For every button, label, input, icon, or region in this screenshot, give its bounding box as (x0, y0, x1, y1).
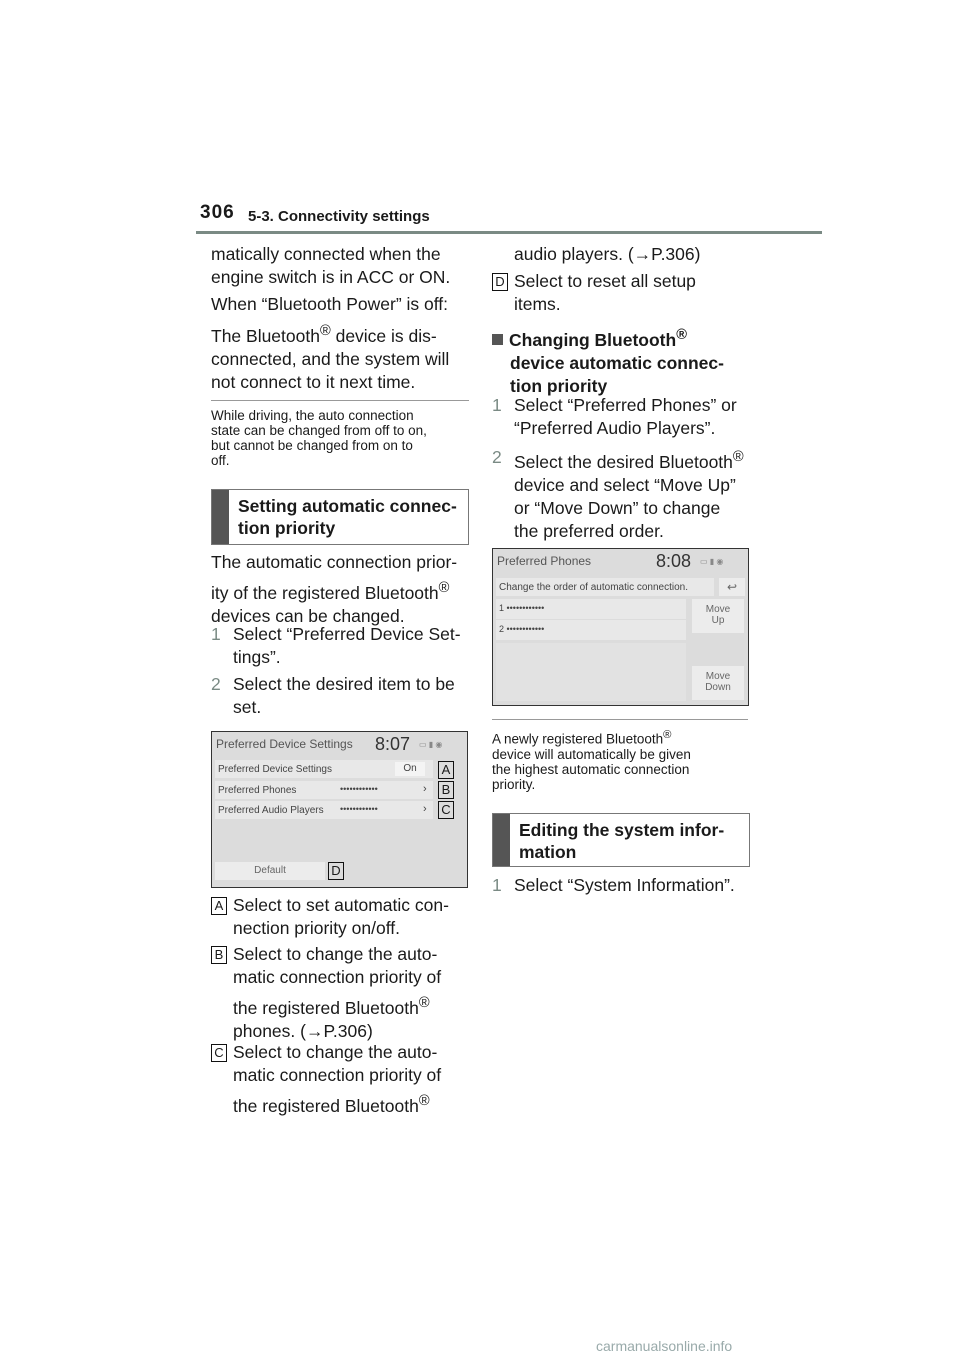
row-preferred-device-settings[interactable]: Preferred Device Settings On (215, 760, 433, 778)
item-a: A Select to set automatic con- nection priority on/off. (211, 894, 449, 940)
step-2-left: 2 Select the desired item to be set. (211, 674, 455, 717)
instruction-row: Change the order of automatic connection. (496, 578, 714, 596)
chapter-title: 5-3. Connectivity settings (248, 208, 430, 225)
item-c-continued: audio players. (→P.306) (514, 244, 701, 264)
chevron-right-icon: › (423, 803, 427, 815)
item-b: B Select to change the auto- matic connection priority of the registered Bluetooth® phones. (→P.306) (211, 943, 441, 1043)
callout-d: D (328, 862, 344, 880)
square-bullet-icon (492, 334, 503, 345)
item-d: D Select to reset all setup items. (492, 270, 696, 316)
row-preferred-phones[interactable]: Preferred Phones •••••••••••• › (215, 781, 433, 799)
item-c: C Select to change the auto- matic connection priority of the registered Bluetooth® (211, 1041, 441, 1118)
status-icons: ▭ ▮ ◉ (419, 740, 443, 749)
note-rule (492, 719, 748, 720)
paragraph-power-off: When “Bluetooth Power” is off: The Bluetooth® device is dis- connected, and the system will not connect to it next time. (211, 294, 450, 392)
heading-bar (493, 814, 510, 866)
list-item[interactable]: 2 •••••••••••• (496, 620, 686, 640)
move-down-button[interactable]: Move Down (692, 666, 744, 700)
move-up-button[interactable]: Move Up (692, 599, 744, 633)
screenshot-preferred-device-settings: Preferred Device Settings 8:07 ▭ ▮ ◉ Preferred Device Settings On A Preferred Phones •••••••••••• › B Preferred Audio Players •••••••••••• › C Default D (211, 731, 468, 888)
back-icon[interactable]: ↩ (719, 578, 745, 596)
row-preferred-audio-players[interactable]: Preferred Audio Players •••••••••••• › (215, 801, 433, 819)
subheading-bluetooth-priority: Changing Bluetooth® device automatic connec- tion priority (492, 324, 724, 398)
list-item[interactable]: 1 •••••••••••• (496, 599, 686, 619)
step-1-left: 1 Select “Preferred Device Set- tings”. (211, 624, 461, 667)
status-icons: ▭ ▮ ◉ (700, 557, 724, 566)
chevron-right-icon: › (423, 783, 427, 795)
toggle-on[interactable]: On (395, 762, 425, 776)
note-driving: While driving, the auto connection state can be changed from off to on, but cannot be changed from on to off. (211, 408, 427, 468)
note-rule (211, 400, 469, 401)
page-number: 306 (200, 202, 235, 223)
section-heading-system-info: Editing the system infor- mation (492, 813, 750, 867)
step-2-right: 2 Select the desired Bluetooth® device and select “Move Up” or “Move Down” to change the preferred order. (492, 447, 744, 541)
paragraph-auto-connect: matically connected when the engine switch is in ACC or ON. (211, 244, 451, 287)
screenshot-preferred-phones: Preferred Phones 8:08 ▭ ▮ ◉ Change the order of automatic connection. ↩ 1 •••••••••••• 2 •••••••••••• Move Up Move Down (492, 548, 749, 706)
paragraph-intro: The automatic connection prior- ity of the registered Bluetooth® devices can be changed. (211, 552, 458, 626)
watermark: carmanualsonline.info (596, 1338, 733, 1354)
section-heading-priority: Setting automatic connec- tion priority (211, 489, 469, 545)
note-newly-registered: A newly registered Bluetooth® device will automatically be given the highest automatic connection priority. (492, 729, 691, 792)
callout-b: B (438, 781, 454, 799)
heading-bar (212, 490, 229, 544)
header-rule (196, 231, 822, 234)
step-1-right: 1 Select “Preferred Phones” or “Preferred Audio Players”. (492, 395, 737, 438)
list-empty-area (496, 643, 686, 701)
callout-c: C (438, 801, 454, 819)
default-button[interactable]: Default (215, 862, 325, 880)
step-system-info: 1 Select “System Information”. (492, 875, 735, 895)
callout-a: A (438, 761, 454, 779)
